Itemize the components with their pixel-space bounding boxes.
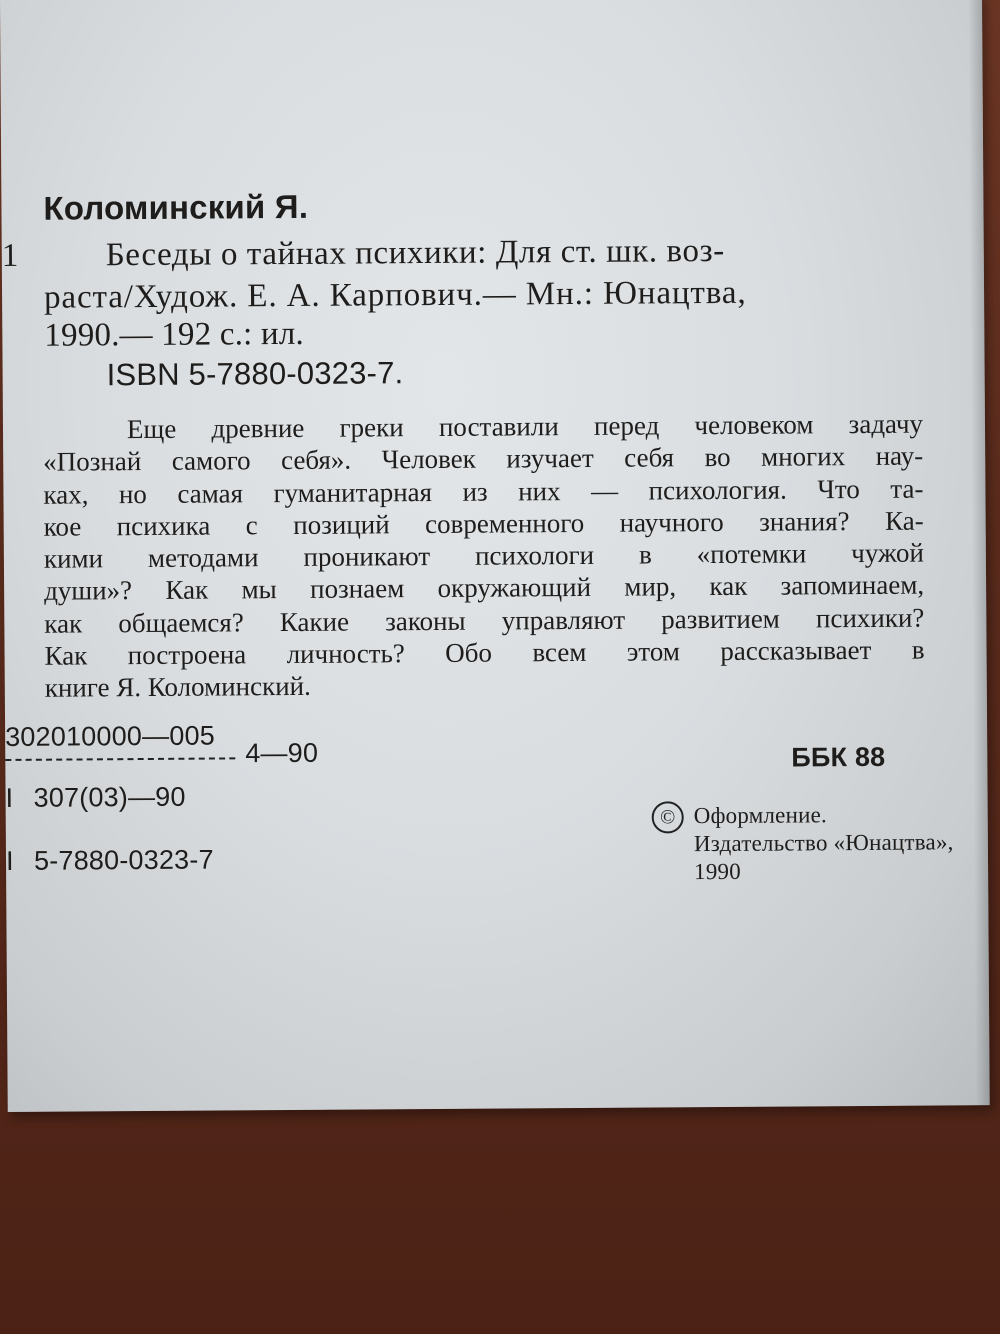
annotation-line: Как построена личность? Обо всем этом рассказывает в	[44, 634, 925, 671]
bib-isbn-prefix: I	[5, 845, 14, 876]
catalog-title-line-2: раста/Худож. Е. А. Карпович.— Мн.: Юнацтва,	[43, 274, 747, 316]
annotation-line: книге Я. Коломинский.	[44, 671, 311, 704]
annotation-paragraph	[43, 408, 925, 705]
bbk-code: ББК 88	[791, 741, 886, 773]
annotation-line: кое психика с позиций современного научного знания? Ка-	[43, 505, 924, 542]
bib-denominator: 307(03)—90	[33, 781, 186, 813]
annotation-line: кими методами проникают психологи в «потемки чужой	[43, 537, 924, 574]
annotation-line: «Познай самого себя». Человек изучает себя во многих нау-	[43, 440, 924, 478]
annotation-line: Еще древние греки поставили перед человеком задачу	[126, 408, 924, 445]
annotation-line: как общаемся? Какие законы управляют развитием психики?	[44, 602, 925, 639]
margin-index-mark: 1	[1, 237, 19, 274]
copyright-line-1: Оформление.	[693, 802, 827, 829]
copyright-icon: ©	[652, 801, 684, 833]
bib-numerator: 302010000—005	[5, 720, 216, 752]
catalog-title-line-3: 1990.— 192 с.: ил.	[44, 315, 305, 354]
bib-denominator-prefix: I	[5, 782, 14, 813]
catalog-title-line-1: Беседы о тайнах психики: Для ст. шк. воз-	[105, 232, 725, 274]
copyright-line-2: Издательство «Юнацтва»,	[693, 829, 954, 857]
fraction-rule	[5, 757, 235, 761]
annotation-line: души»? Как мы познаем окружающий мир, как запоминаем,	[44, 570, 925, 607]
bib-isbn: 5-7880-0323-7	[33, 844, 214, 876]
copyright-line-3: 1990	[694, 858, 742, 885]
annotation-line: ках, но самая гуманитарная из них — психология. Что та-	[43, 473, 924, 510]
author-heading: Коломинский Я.	[43, 187, 309, 227]
catalog-isbn: ISBN 5-7880-0323-7.	[106, 355, 404, 393]
bib-fraction-suffix: 4—90	[245, 737, 319, 769]
